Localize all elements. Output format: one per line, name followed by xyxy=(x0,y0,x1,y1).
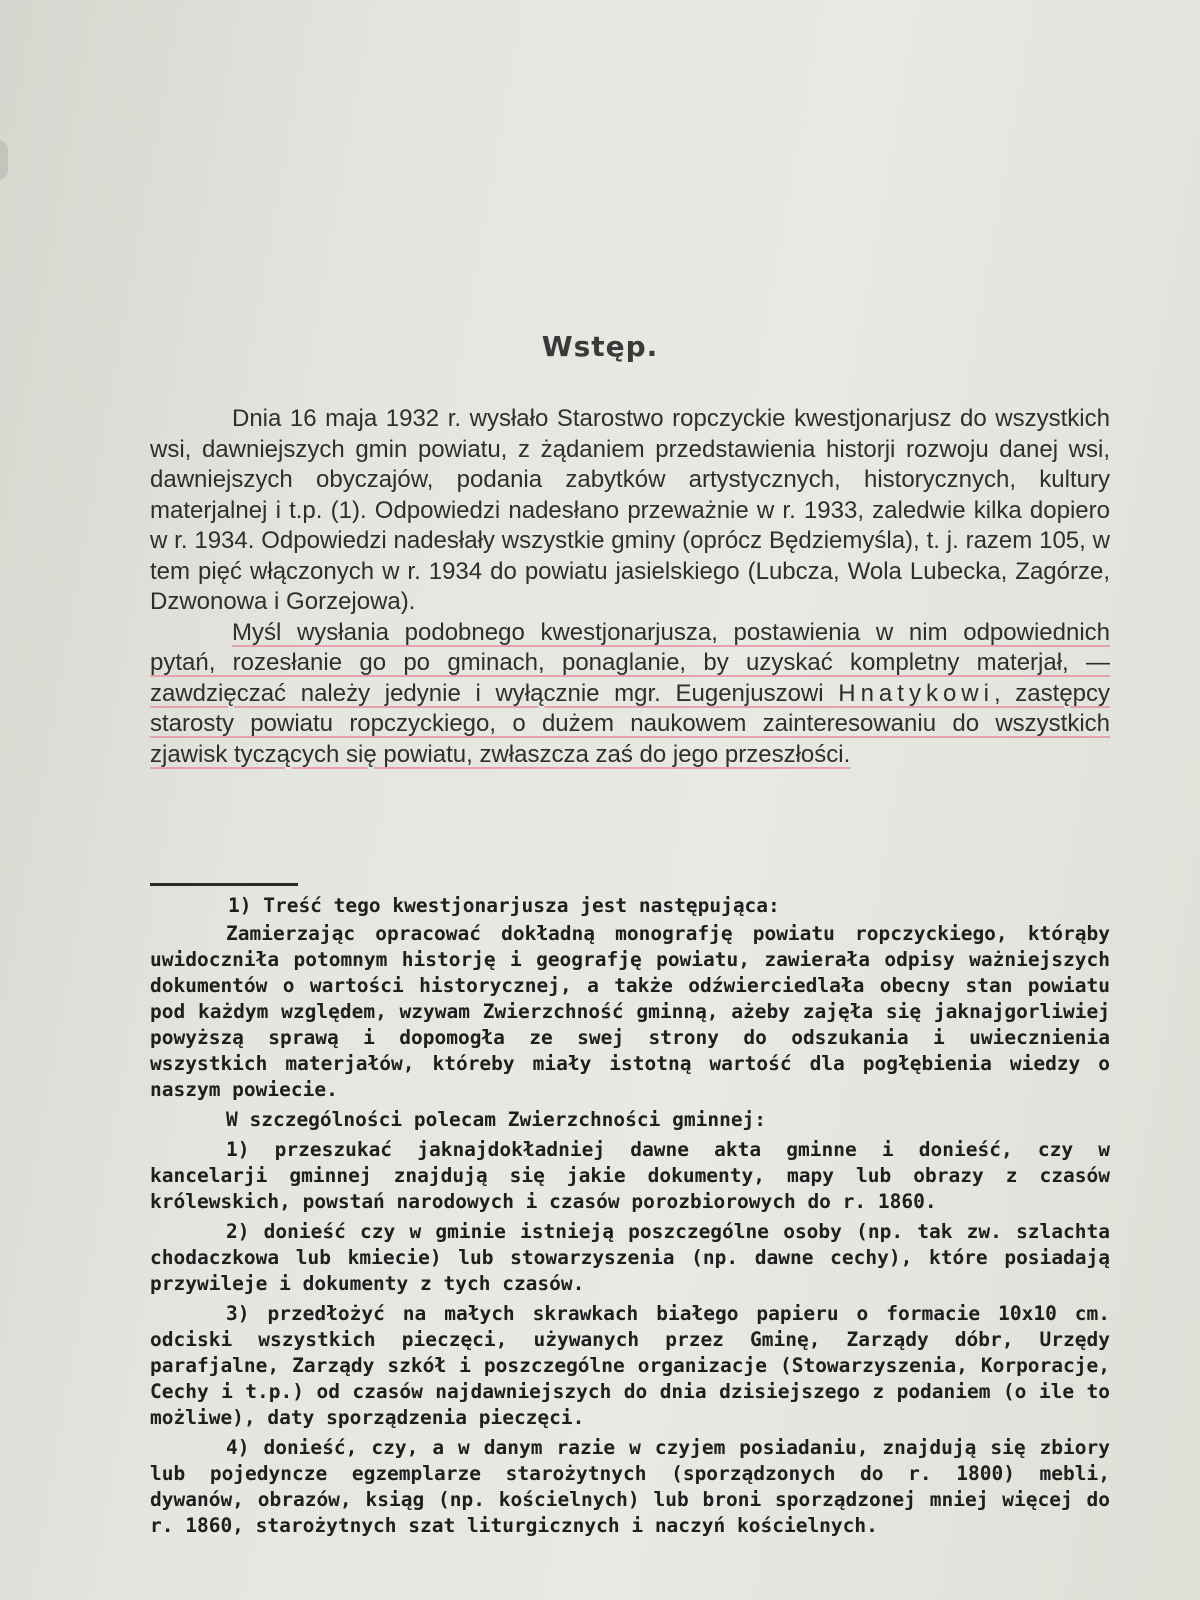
person-name: Hnatykowi xyxy=(838,679,994,707)
footnote-divider xyxy=(150,883,298,886)
footnote-item-2: 2) donieść czy w gminie istnieją poszczególne osoby (np. tak zw. szlachta chodaczkowa lub kmiecie) lub stowarzyszenia (np. dawne cechy), które posiadają przywileje i dokumenty z tych czasów. xyxy=(150,1220,1110,1295)
footnote-title: 1) Treść tego kwestjonarjusza jest następująca: xyxy=(228,894,780,917)
footnote-body: Zamierzając opracować dokładną monografję powiatu ropczyckiego, którąby uwidoczniła potomnym historję i geografję powiatu, zawierała odpisy ważniejszych dokumentów o wartości historycznej, a także odźwierciedlała obecny stan powiatu pod każdym względem, wzywam Zwierzchność gminną, ażeby zajęła się jaknajgorliwiej powyższą sprawą i dopomogła ze swej strony do odszukania i uwiecznienia wszystkich materjałów, któreby miały istotną wartość dla pogłębienia wiedzy o naszym powiecie. xyxy=(150,922,1110,1101)
footnote-item-1: 1) przeszukać jaknajdokładniej dawne akta gminne i donieść, czy w kancelarji gminnej znajdują się jakie dokumenty, mapy lub obrazy z czasów królewskich, powstań narodowych i czasów porozbiorowych do r. 1860. xyxy=(150,1138,1110,1213)
intro-paragraph-2-end: , zastępcy starosty powiatu ropczyckiego, o dużem naukowem zainteresowaniu do wszystkich zjawisk tyczących się powiatu, zwłaszcza zaś do jego przeszłości. xyxy=(150,679,1111,768)
footnote-section xyxy=(150,893,1110,1539)
footnote-list-intro: W szczególności polecam Zwierzchności gminnej: xyxy=(226,1108,767,1131)
intro-paragraph-2 xyxy=(150,618,1110,771)
footnote-item-3: 3) przedłożyć na małych skrawkach białego papieru o formacie 10x10 cm. odciski wszystkich pieczęci, używanych przez Gminę, Zarządy dóbr, Urzędy parafjalne, Zarządy szkół i poszczególne organizacje (Stowarzyszenia, Korporacje, Cechy i t.p.) od czasów najdawniejszych do dnia dzisiejszego z podaniem (o ile to możliwe), daty sporządzenia pieczęci. xyxy=(150,1302,1110,1429)
intro-section xyxy=(150,404,1110,770)
intro-paragraph-2-start: Myśl wysłania podobnego kwestjonarjusza, postawienia w nim odpowiednich pytań, rozesłanie go po gminach, ponaglanie, by uzyskać kompletny materjał, — zawdzięczać należy jedynie i wyłącznie mgr. Eugenjuszowi xyxy=(150,618,1110,707)
intro-paragraph-1: Dnia 16 maja 1932 r. wysłało Starostwo ropczyckie kwestjonarjusz do wszystkich wsi, dawniejszych gmin powiatu, z żądaniem przedstawienia historji rozwoju danej wsi, dawniejszych obyczajów, podania zabytków artystycznych, historycznych, kultury materjalnej i t.p. (1). Odpowiedzi nadesłano przeważnie w r. 1933, zaledwie kilka dopiero w r. 1934. Odpowiedzi nadesłały wszystkie gminy (oprócz Będziemyśla), t. j. razem 105, w tem pięć włączonych w r. 1934 do powiatu jasielskiego (Lubcza, Wola Lubecka, Zagórze, Dzwonowa i Gorzejowa). xyxy=(150,405,1110,615)
page-edge-mark xyxy=(0,140,8,180)
page-title: Wstęp. xyxy=(541,330,659,363)
footnote-item-4: 4) donieść, czy, a w danym razie w czyjem posiadaniu, znajdują się zbiory lub pojedyncze egzemplarze starożytnych (sporządzonych do r. 1800) mebli, dywanów, obrazów, ksiąg (np. kościelnych) lub broni sporządzonej mniej więcej do r. 1860, starożytnych szat liturgicznych i naczyń kościelnych. xyxy=(150,1436,1110,1537)
